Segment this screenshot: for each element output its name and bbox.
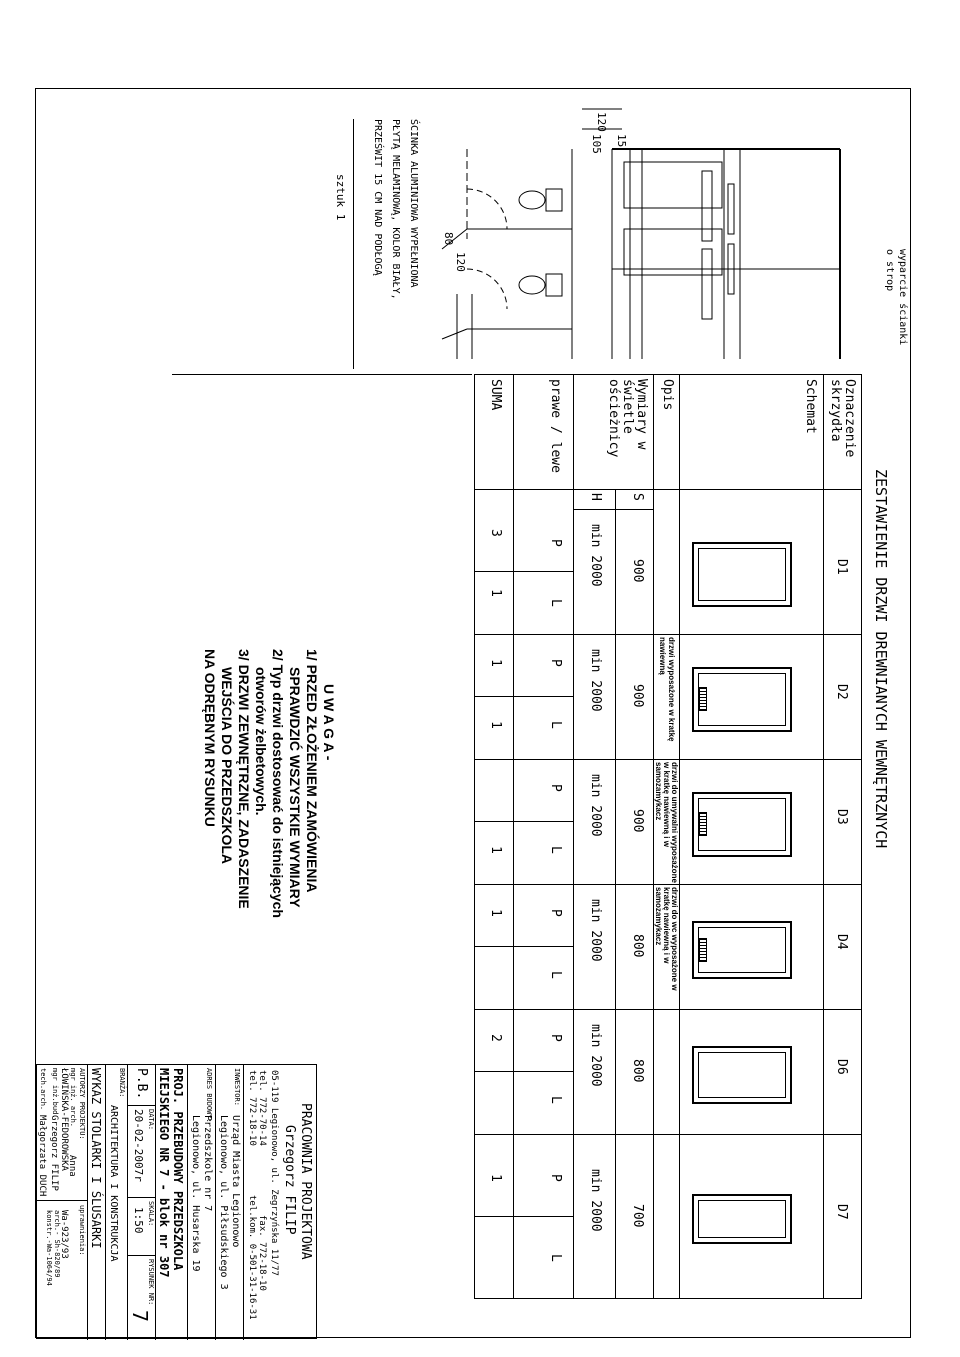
date-label: DATA:: [147, 1109, 155, 1131]
office-telkom: tel.kom. 0-501-31-16-31: [247, 1195, 257, 1320]
office-fax: fax. 772-18-10: [257, 1215, 267, 1291]
branch-label: BRANŻA:: [118, 1068, 126, 1098]
uwaga-notes: [201, 649, 337, 979]
grille-icon: [699, 687, 707, 711]
investor-address: Legionowo, ul. Piłsudskiego 3: [218, 1115, 229, 1290]
uwaga-line: WEJŚCIA DO PRZEDSZKOLA: [219, 667, 235, 865]
author2-name: Grzegorz FILIP: [49, 1115, 59, 1191]
door-pcount-d4: 1: [488, 909, 503, 917]
door-pcount-d1: 1: [488, 589, 503, 597]
door-p-d6: P: [548, 1034, 563, 1042]
label-dims: Wymiary w świetle ościeżnicy: [606, 379, 649, 458]
office-address: 05-119 Legionowo, ul. Zegrzyńska 11/77: [269, 1070, 279, 1276]
support-label-2: o strop: [884, 249, 895, 292]
door-schema-d4: [692, 921, 792, 979]
door-pcount-d7: 1: [488, 1174, 503, 1182]
office-tel2: tel. 772-18-10: [247, 1070, 257, 1146]
project-title: PROJ. PRZEBUDOWY PRZEDSZKOLA: [171, 1068, 185, 1271]
author2-permission-constr: konstr.-Wa-1064/94: [45, 1210, 53, 1286]
door-schema-d1: [692, 542, 792, 607]
site: Przedszkole nr 7: [202, 1115, 213, 1212]
label-mark: Oznaczenie skrzydła: [828, 379, 857, 458]
grille-icon: [699, 812, 707, 836]
branch: ARCHITEKTURA I KONSTRUKCJA: [108, 1105, 119, 1262]
label-sum: SUMA: [488, 379, 503, 411]
door-p-d7: P: [548, 1174, 563, 1182]
support-label: wyparcie ścianki: [897, 249, 908, 346]
uwaga-line: NA ODRĘBNYM RYSUNKU: [202, 649, 218, 827]
door-s-d6: 800: [630, 1059, 645, 1083]
uwaga-heading: U W A G A -: [321, 684, 337, 761]
grille-icon: [699, 938, 707, 962]
dim-label: 80: [442, 232, 455, 246]
door-s-d4: 800: [630, 934, 645, 958]
door-l-d2: L: [548, 721, 563, 729]
author3-title: tech.arch.: [39, 1068, 47, 1111]
project-title-2: MIEJSKIEGO NR 7 - blok nr 307: [157, 1068, 171, 1278]
partition-desc-line: PRZEŚWIT 15 CM NAD PODŁOGĄ: [372, 119, 383, 276]
office-name-label: PRACOWNIA PROJEKTOWA: [298, 1103, 313, 1260]
door-h-d2: min 2000: [588, 649, 603, 712]
door-h-d1: min 2000: [588, 524, 603, 587]
partition-desc-line: PŁYTĄ MELAMINOWĄ, KOLOR BIAŁY,: [390, 119, 401, 300]
scale-label: SKALA:: [147, 1201, 155, 1227]
uwaga-line: 2/ Typ drzwi dostosować do istniejących: [270, 649, 286, 918]
door-p-d3: P: [548, 784, 563, 792]
author2-title: mgr inż.bud.: [51, 1068, 59, 1119]
rights-label: uprawnienia:: [78, 1205, 86, 1256]
stage: P.B.: [134, 1068, 149, 1100]
door-s-d7: 700: [630, 1204, 645, 1228]
door-p-d1: P: [548, 539, 563, 547]
uwaga-line: 1/ PRZED ZŁOŻENIEM ZAMÓWIENIA: [304, 649, 320, 893]
door-h-d6: min 2000: [588, 1024, 603, 1087]
rotated-drawing: [36, 89, 912, 1339]
door-schema-d3: [692, 792, 792, 857]
author1-title: mgr inż. arch.: [69, 1068, 77, 1128]
door-mark-d3: D3: [834, 809, 849, 825]
door-mark-d2: D2: [834, 684, 849, 700]
door-h-d3: min 2000: [588, 774, 603, 837]
door-s-d1: 900: [630, 559, 645, 583]
sheet-title: ZESTAWIENIE DRZWI DREWNIANYCH WEWNĘTRZNYCH: [872, 469, 890, 849]
site-address: Legionowo, ul. Husarska 19: [190, 1115, 201, 1272]
door-l-d1: L: [548, 599, 563, 607]
drawing-no-label: RYSUNEK NR:: [147, 1259, 155, 1306]
door-lcount-d3: 1: [488, 846, 503, 854]
dim-label: 120: [454, 252, 467, 272]
partition-desc-line: ŚCINKA ALUMINIOWA WYPEŁNIONA: [408, 119, 419, 288]
investor-label: INWESTOR:: [233, 1068, 241, 1106]
author2-permission-arch: arch.- Sh-820/89: [53, 1210, 61, 1278]
door-h-d4: min 2000: [588, 899, 603, 962]
investor: Urząd Miasta Legionowo: [230, 1115, 241, 1248]
partition-drawing: [36, 89, 912, 379]
label-schema: Schemat: [803, 379, 818, 434]
uwaga-line: 3/ DRZWI ZEWNĘTRZNE, ZADASZENIE: [236, 649, 252, 909]
door-l-d6: L: [548, 1096, 563, 1104]
door-desc-d3: drzwi do umywalni wyposażone w kratkę nawiewną i w samozamykacz: [654, 762, 679, 883]
door-s-d3: 900: [630, 809, 645, 833]
door-p-d2: P: [548, 659, 563, 667]
uwaga-line: SPRAWDZIĆ WSZYSTKIE WYMIARY: [287, 667, 303, 908]
label-h: H: [588, 493, 603, 501]
door-pcount-d2: 1: [488, 659, 503, 667]
door-desc-d2: drzwi wyposażone w kratkę nawiewną: [658, 637, 676, 742]
drawing-no: 7: [128, 1310, 152, 1323]
door-l-d3: L: [548, 846, 563, 854]
dim-label: 105: [590, 134, 603, 154]
label-s: S: [630, 493, 645, 501]
office-tel: tel. 772-70-14: [257, 1070, 267, 1146]
door-schema-d6: [692, 1046, 792, 1104]
scale: 1:50: [132, 1207, 145, 1234]
drawing-sheet: [35, 88, 911, 1338]
date: 20-02-2007r: [132, 1109, 145, 1182]
author3-name: Małgorzata DUCH: [37, 1115, 47, 1197]
door-l-d7: L: [548, 1254, 563, 1262]
site-label: ADRES BUDOWY:: [205, 1068, 213, 1123]
partition-description: [368, 119, 422, 300]
door-lcount-d2: 1: [488, 721, 503, 729]
author1-name: Anna: [67, 1155, 77, 1177]
door-pcount-d6: 2: [488, 1034, 503, 1042]
door-mark-d6: D6: [834, 1059, 849, 1075]
office-owner: Grzegorz FILIP: [282, 1125, 297, 1235]
partition-count: sztuk 1: [334, 174, 347, 221]
door-schema-d2: [692, 667, 792, 732]
door-schema-d7: [692, 1194, 792, 1244]
sheet-name: WYKAZ STOLARKI I ŚLUSARKI: [89, 1068, 103, 1249]
door-mark-d1: D1: [834, 559, 849, 575]
dim-label: 15: [615, 134, 628, 148]
door-h-d7: min 2000: [588, 1169, 603, 1232]
door-mark-d7: D7: [834, 1204, 849, 1220]
door-mark-d4: D4: [834, 934, 849, 950]
author1-permission: Wa-923/93: [59, 1210, 69, 1259]
authors-label: AUTORZY PROJEKTU:: [78, 1068, 86, 1140]
door-s-d2: 900: [630, 684, 645, 708]
dim-label: 120: [595, 112, 608, 132]
label-desc: Opis: [660, 379, 675, 411]
title-block: [36, 1064, 317, 1339]
door-l-d4: L: [548, 971, 563, 979]
uwaga-line: otworów żelbetowych.: [253, 667, 269, 816]
door-p-d4: P: [548, 909, 563, 917]
author1-surname: ŁOWIŃSKA-FEDOROWSKA: [59, 1068, 69, 1171]
door-sum-d1: 3: [488, 529, 503, 537]
door-desc-d4: drzwi do wc wyposażone w kratkę nawiewną i w samozamykacz: [654, 887, 679, 991]
label-hand: prawe / lewe: [548, 379, 563, 473]
